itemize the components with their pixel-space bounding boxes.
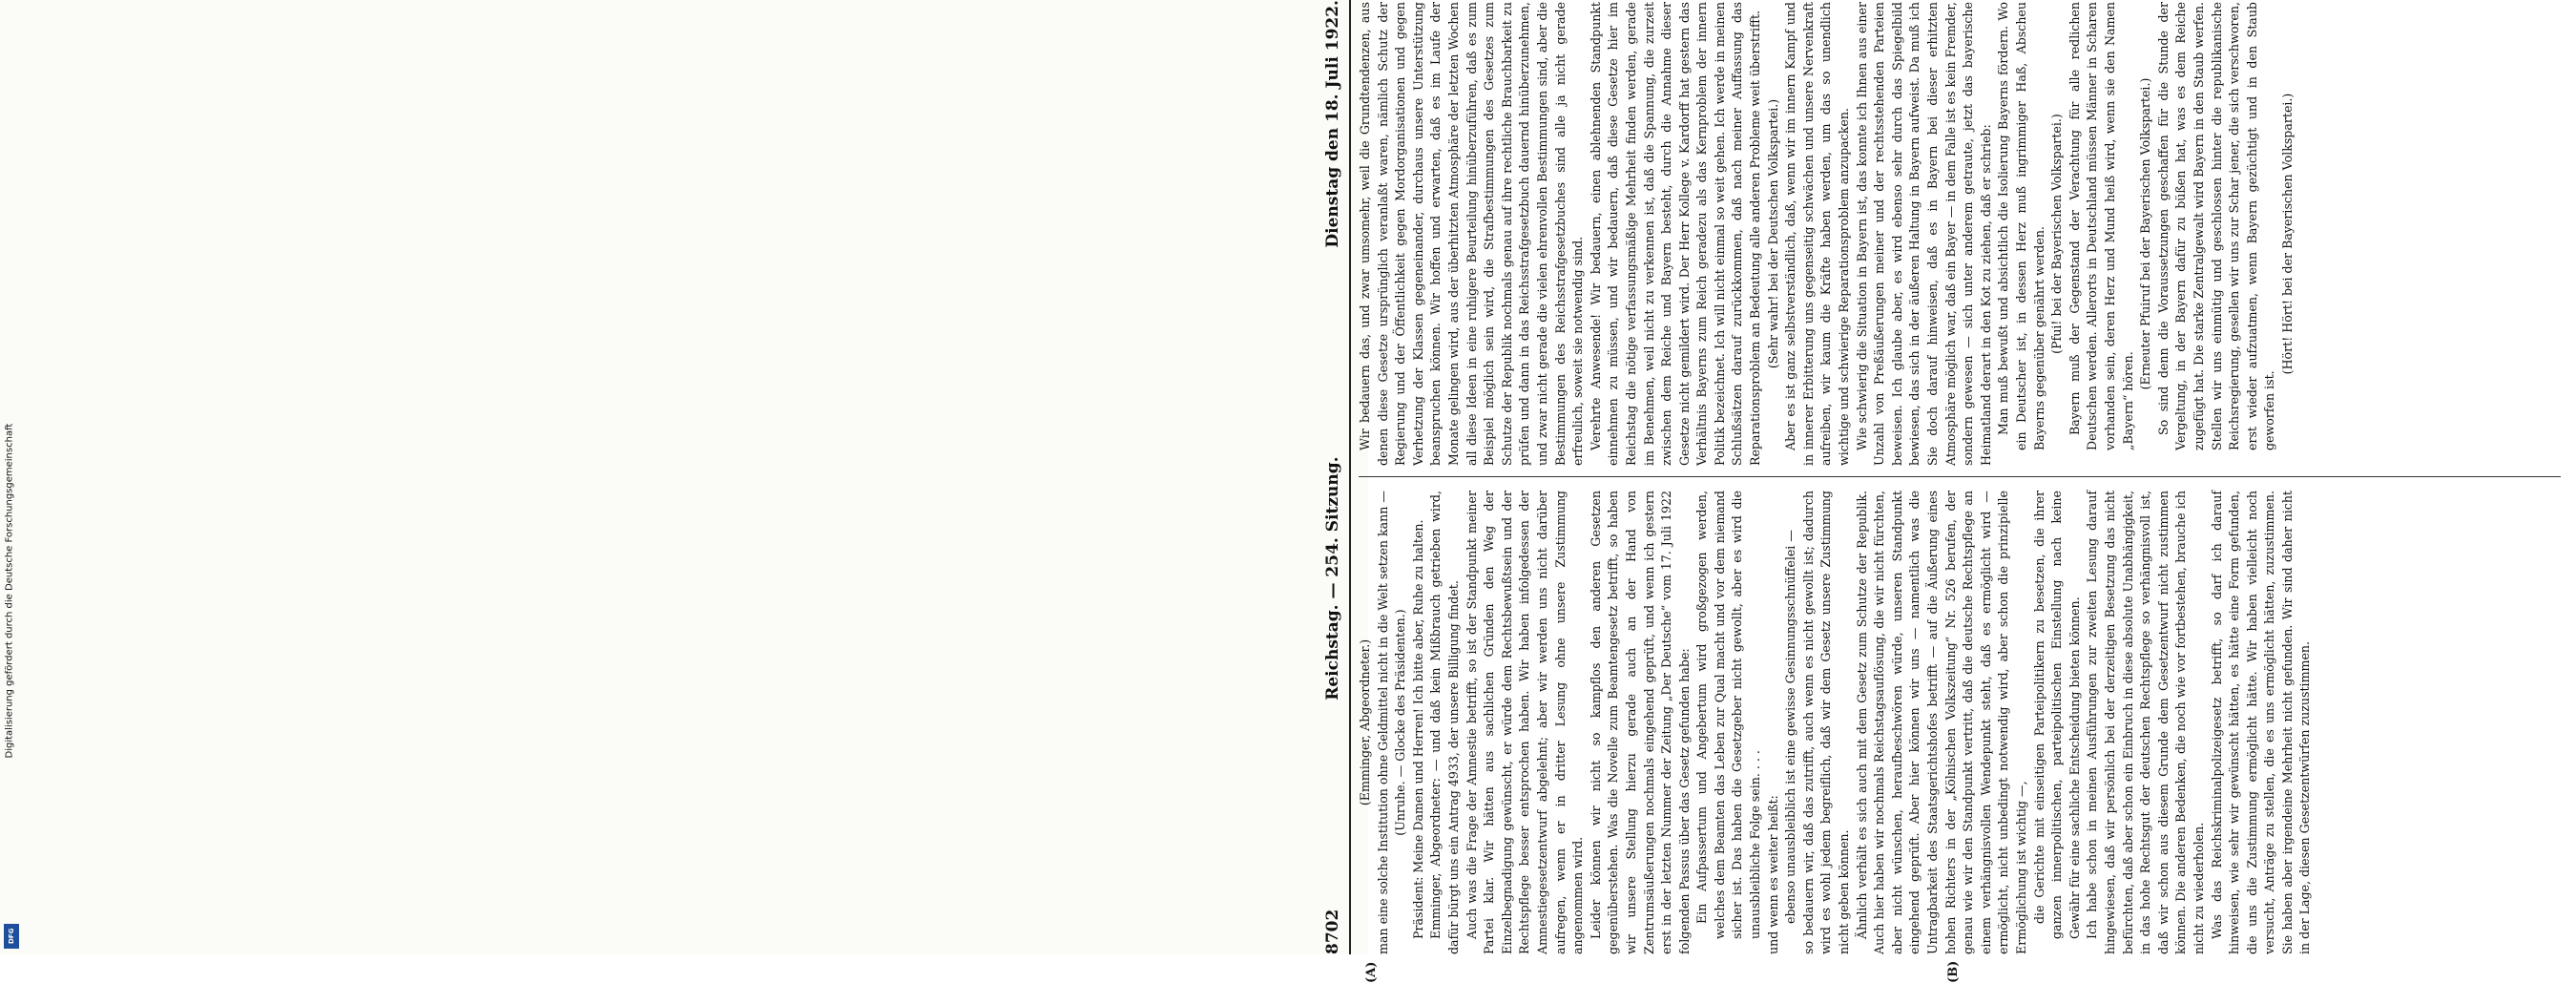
paragraph: Aber es ist ganz selbstverständlich, daß, wenn wir im innern Kampf und in innerer Erbitterung uns gegenseitig schwächen und unsere Nervenkraft aufreiben, wir kaum die Kräfte haben werden, um das so unendlich wichtige und schwierige Reparationsproblem anzupacken. [1783,2,1852,466]
page-header [1317,0,1351,954]
session-date: Dienstag den 18. Juli 1922. [1323,0,1342,248]
digitization-note: Digitalisierung gefördert durch die Deutsche Forschungsgemeinschaft [4,423,15,759]
paragraph: (Unruhe. — Glocke des Präsidenten.) [1393,609,1408,836]
quote-paragraph: Ein Aufpassertum und Angebertum wird großgezogen werden, welches dem Beamten das Leben zur Qual macht und vor dem niemand sicher ist. Das haben die Gesetzgeber nicht gewollt, aber es wird die unausbleibliche Folge sein. . . . [1694,491,1763,939]
page-number: 8702 [1323,909,1342,954]
paragraph: Präsident: Meine Damen und Herren! Ich bitte aber, Ruhe zu halten. [1410,519,1425,939]
paragraph: (Pfui! bei der Bayerischen Volkspartei.) [2049,114,2065,354]
paragraph: Ähnlich verhält es sich auch mit dem Gesetz zum Schutze der Republik. Auch hier haben wir nochmals Reichstagsauflösung, die wir nicht fürchten, aber nicht wünschen, heraufbeschwören würde, unseren Standpunkt eingehend geprüft. Aber hier können wir uns — namentlich was die Untragbarkeit des Staatsgerichtshofes betrifft — auf die Äußerung eines hohen Richters in der „Kölnischen Volkszeitung“ Nr. 526 berufen, der genau wie wir den Standpunkt vertritt, daß die deutsche Rechtspflege an einem verhängnisvollen Wendepunkt steht, daß es ermöglicht wird — ermöglicht, nicht unbedingt notwendig wird, aber schon die prinzipielle Ermöglichung ist wichtig —, [1854,491,2028,954]
paragraph: Auch was die Frage der Amnestie betrifft, so ist der Standpunkt meiner Partei klar. Wir hätten aus sachlichen Gründen den Weg der Einzelbegnadigung gewünscht, er würde dem Rechtsbewußtsein und der Rechtspflege besser entsprochen haben. Wir haben infolgedessen der Amnestiegesetzentwurf abgelehnt; aber wir werden uns nicht darüber aufregen, wenn er in dritter Lesung ohne unsere Zustimmung angenommen wird. [1464,491,1586,954]
paragraph: Leider können wir nicht so kampflos den anderen Gesetzen gegenüberstehen. Was die Novelle zum Beamtengesetz betrifft, so haben wir unsere Stellung hierzu gerade auch an der Hand von Zentrumsäußerungen nochmals eingehend geprüft, und wenn ich gestern erst in der letzten Nummer der Zeitung „Der Deutsche“ vom 17. Juli 1922 folgenden Passus über das Gesetz gefunden habe: [1588,491,1692,954]
quote-paragraph: ebenso unausbleiblich ist eine gewisse Gesinnungsschnüffelei — [1783,530,1798,924]
paragraph: (Hört! Hört! bei der Bayerischen Volkspartei.) [2279,93,2295,375]
quote-paragraph: die Gerichte mit einseitigen Parteipolitikern zu besetzen, die ihrer ganzen innerpolitischen, parteipolitischen Einstellung nach keine Gewähr für eine sachliche Entscheidung bieten können. [2031,491,2082,939]
margin-letter-b: (B) [1946,960,1961,983]
paragraph: Emminger, Abgeordneter: — und daß kein Mißbrauch getrieben wird, dafür bürgt uns ein Antrag 4933, der unsere Billigung findet. [1428,491,1461,954]
column-divider [1359,476,2561,477]
quote-paragraph: Man muß bewußt und absichtlich die Isolierung Bayerns fördern. Wo ein Deutscher ist, in dessen Herz muß ingrimmiger Haß, Abscheu Bayerns gegenüber genährt werden. [1996,2,2046,450]
paragraph: man eine solche Institution ohne Geldmittel nicht in die Welt setzen kann — [1375,491,1390,954]
paragraph: so bedauern wir, daß das zutrifft, auch wenn es nicht gewollt ist; dadurch wird es wohl jedem begreiflich, daß wir dem Gesetz unsere Zustimmung nicht geben können. [1800,491,1852,954]
paragraph: (Erneuter Pfuiruf bei der Bayerischen Volkspartei.) [2138,77,2153,390]
paragraph: und wenn es weiter heißt: [1765,795,1780,954]
paragraph: Verehrte Anwesende! Wir bedauern, einen ablehnenden Standpunkt einnehmen zu müssen, und wir bedauern, daß diese Gesetze hier im Reichstag die nötige verfassungsmäßige Mehrheit finden werden, gerade im Benehmen, weil nicht zu verkennen ist, daß die Spannung, die zurzeit zwischen dem Reiche und Bayern besteht, durch die Annahme dieser Gesetze nicht gemildert wird. Der Herr Kollege v. Kardorff hat gestern das Verhältnis Bayerns zum Reich geradezu als das Kernproblem der innern Politik bezeichnet. Ich will nicht einmal so weit gehen. Ich werde in meinen Schlußsätzen darauf zurückkommen, daß nach meiner Auffassung das Reparationsproblem an Bedeutung alle anderen Probleme weit überstrifft. [1588,2,1763,466]
paragraph: Wie schwierig die Situation in Bayern ist, das konnte ich Ihnen aus einer Unzahl von Preßäußerungen meiner und der rechtsstehenden Parteien beweisen. Ich glaube aber, es wird ebenso sehr durch das Spiegelbild bewiesen, das sich in der äußeren Haltung in Bayern aufweist. Da muß ich Sie doch darauf hinweisen, daß es in Bayern bei dieser erhitzten Atmosphäre möglich war, daß ein Bayer — in dem Falle ist es kein Fremder, sondern gewesen — sich unter anderem getraute, jetzt das bayerische Heimatland derart in den Kot zu ziehen, daß er schrieb: [1854,2,1993,466]
side-note [0,0,23,954]
margin-letter-a: (A) [1364,961,1379,983]
paragraph: Ich habe schon in meinen Ausführungen zur zweiten Lesung darauf hingewiesen, daß wir persönlich bei der derzeitigen Besetzung das nicht befürchten, daß aber schon ein Einbruch in diese absolute Unabhängigkeit, in das hohe Rechtsgut der deutschen Rechtspflege so verhängnisvoll ist, daß wir schon aus diesem Grunde dem Gesetzentwurf nicht zustimmen können. Die anderen Bedenken, die noch wie vor fortbestehen, brauche ich nicht zu wiederholen. [2085,491,2206,954]
right-column [1357,2,2568,466]
rotated-page-content [1317,0,2576,983]
quote-paragraph: So sind denn die Voraussetzungen geschaffen für die Stunde der Vergeltung, in der Bayern dafür zu büßen hat, was es dem Reiche zugefügt hat. Die starke Zentralgewalt wird Bayern in den Staub werfen. Stellen wir uns einmütig und geschlossen hinter die republikanische Reichsregierung, gesellen wir uns zur Schar jener, die sich verschworen, erst wieder aufzuatmen, wenn Bayern gezüchtigt und in den Staub geworfen ist. [2155,2,2277,450]
paragraph: Wir bedauern das, und zwar umsomehr, weil die Grundtendenzen, aus denen diese Gesetze ursprünglich veranlaßt waren, nämlich Schutz der Regierung und der Öffentlichkeit gegen Mordorganisationen und gegen Verhetzung der Klassen gegeneinander, durchaus unsere Unterstützung beanspruchen können. Wir hoffen und erwarten, daß es im Laufe der Monate gelingen wird, aus der überhitzten Atmosphäre der letzten Wochen all diese Ideen in eine ruhigere Beurteilung hinüberzuführen, daß es zum Beispiel möglich sein wird, die Strafbestimmungen des Gesetzes zum Schutze der Republik nochmals genau auf ihre rechtliche Brauchbarkeit zu prüfen und dann in das Reichsstrafgesetzbuch dauernd hinüberzunehmen, und zwar nicht gerade die vielen ehrenvollen Bestimmungen sind, aber die Bestimmungen des Reichsstrafgesetzbuches sind alle ja nicht gerade erfreulich, soweit sie notwendig sind. [1358,2,1586,466]
quote-paragraph: Bayern muß der Gegenstand der Verachtung für alle redlichen Deutschen werden. Allerorts in Deutschland müssen Männer in Scharen vorhanden sein, deren Herz und Mund heiß wird, wenn sie den Namen „Bayern“ hören. [2067,2,2135,450]
paragraph: Was das Reichskriminalpolizeigesetz betrifft, so darf ich darauf hinweisen, wie sehr wir gewünscht hätten, es hätte eine Form gefunden, die uns die Zustimmung ermöglicht hätte. Wir haben vielleicht noch versucht, Anträge zu stellen, die es uns ermöglicht hätten, zuzustimmen. Sie haben aber irgendeine Mehrheit nicht gefunden. Wir sind daher nicht in der Lage, diesen Gesetzentwürfen zuzustimmen. [2209,491,2313,954]
paragraph: (Emminger, Abgeordneter.) [1358,638,1372,806]
paragraph: (Sehr wahr! bei der Deutschen Volkspartei.) [1765,98,1780,369]
dfg-logo: DFG [4,924,19,949]
left-column [1357,491,2568,954]
session-title: Reichstag. — 254. Sitzung. [1323,456,1342,701]
